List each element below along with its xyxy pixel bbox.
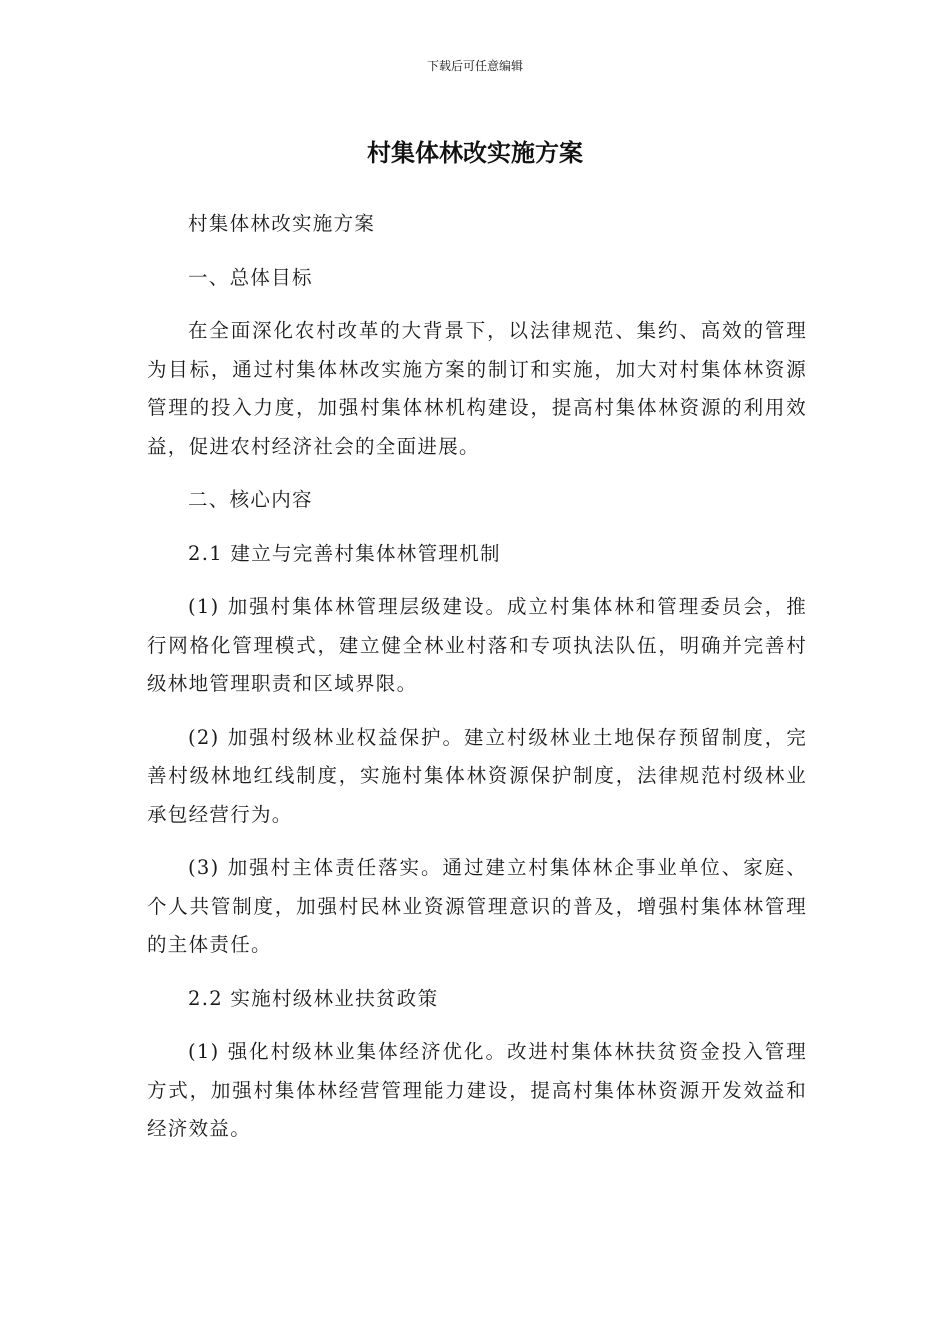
item-paragraph-2-1-1: (1) 加强村集体林管理层级建设。成立村集体林和管理委员会，推行网格化管理模式，建立健全林业村落和专项执法队伍，明确并完善村级林地管理职责和区域界限。 (147, 595, 807, 695)
document-body (147, 205, 807, 1164)
item-paragraph-2-2-1: (1) 强化村级林业集体经济优化。改进村集体林扶贫资金投入管理方式，加强村集体林经营管理能力建设，提高村集体林资源开发效益和经济效益。 (147, 1040, 807, 1140)
document-title: 村集体林改实施方案 (367, 139, 583, 167)
overall-goal-paragraph: 在全面深化农村改革的大背景下，以法律规范、集约、高效的管理为目标，通过村集体林改实施方案的制订和实施，加大对村集体林资源管理的投入力度，加强村集体林机构建设，提高村集体林资源的利用效益，促进农村经济社会的全面进展。 (147, 319, 807, 458)
section-heading-overall-goal: 一、总体目标 (188, 265, 313, 289)
section-heading-core-content: 二、核心内容 (188, 488, 313, 511)
subtitle-paragraph: 村集体林改实施方案 (188, 212, 376, 235)
item-paragraph-2-1-2: (2) 加强村级林业权益保护。建立村级林业土地保存预留制度，完善村级林地红线制度，实施村集体林资源保护制度，法律规范村级林业承包经营行为。 (147, 725, 807, 826)
subsection-heading-2-1: 2.1 建立与完善村集体林管理机制 (188, 541, 501, 565)
page-header-note: 下载后可任意编辑 (426, 59, 523, 73)
item-paragraph-2-1-3: (3) 加强村主体责任落实。通过建立村集体林企事业单位、家庭、个人共管制度，加强村民林业资源管理意识的普及，增强村集体林管理的主体责任。 (147, 856, 807, 956)
subsection-heading-2-2: 2.2 实施村级林业扶贫政策 (188, 986, 439, 1010)
